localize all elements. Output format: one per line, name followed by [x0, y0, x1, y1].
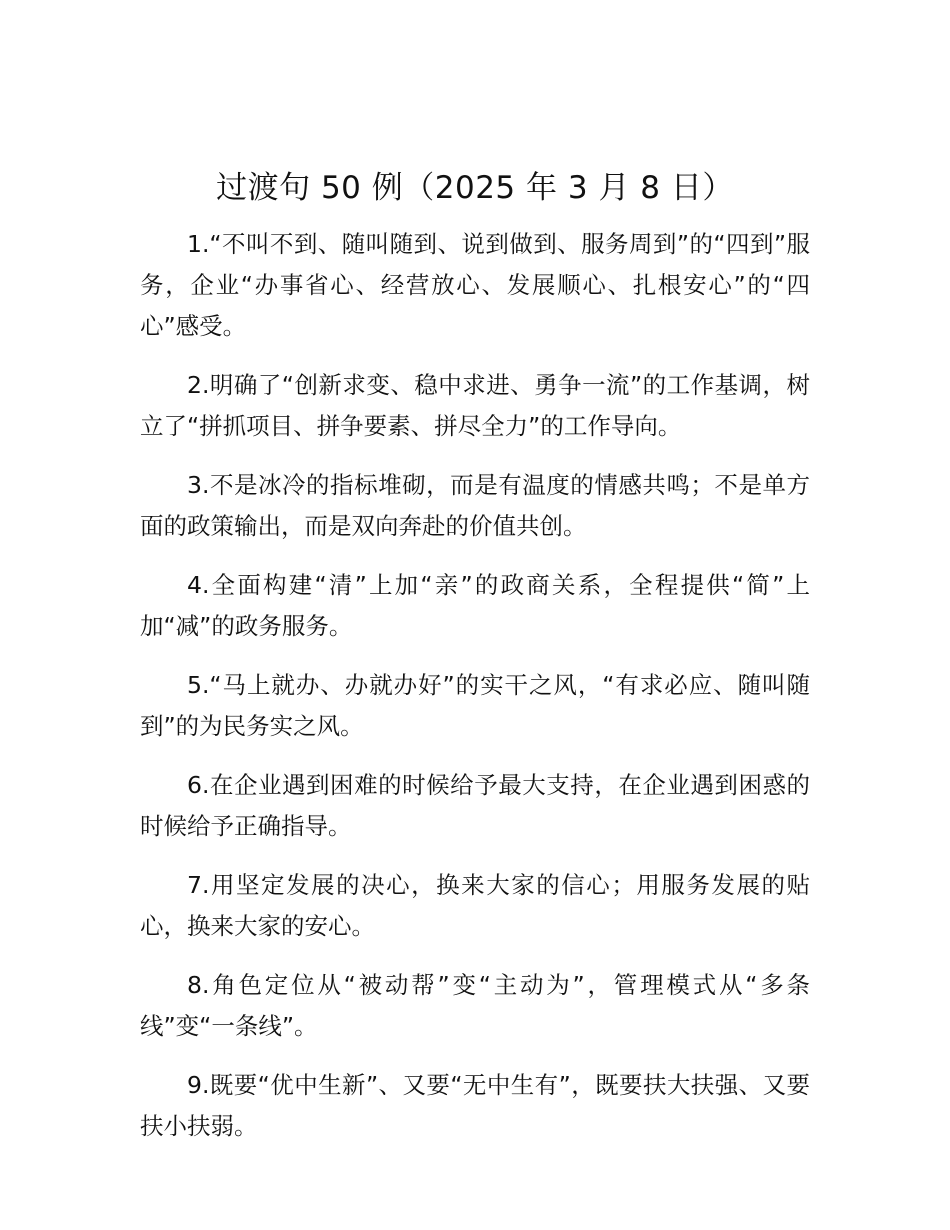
paragraph-7: 7.用坚定发展的决心，换来大家的信心；用服务发展的贴心，换来大家的安心。	[140, 871, 810, 940]
paragraph-4: 4.全面构建“清”上加“亲”的政商关系，全程提供“简”上加“减”的政务服务。	[140, 571, 810, 640]
paragraph-2: 2.明确了“创新求变、稳中求进、勇争一流”的工作基调，树立了“拼抓项目、拼争要素、拼尽全力”的工作导向。	[140, 371, 810, 440]
paragraph-5: 5.“马上就办、办就办好”的实干之风，“有求必应、随叫随到”的为民务实之风。	[140, 671, 810, 740]
paragraph-8: 8.角色定位从“被动帮”变“主动为”，管理模式从“多条线”变“一条线”。	[140, 971, 810, 1040]
paragraph-3: 3.不是冰冷的指标堆砌，而是有温度的情感共鸣；不是单方面的政策输出，而是双向奔赴的价值共创。	[140, 471, 810, 540]
document-body	[140, 224, 810, 1165]
paragraph-1: 1.“不叫不到、随叫随到、说到做到、服务周到”的“四到”服务，企业“办事省心、经营放心、发展顺心、扎根安心”的“四心”感受。	[140, 230, 810, 340]
document-title: 过渡句 50 例（2025 年 3 月 8 日）	[216, 170, 734, 206]
paragraph-6: 6.在企业遇到困难的时候给予最大支持，在企业遇到困惑的时候给予正确指导。	[140, 771, 810, 840]
paragraph-9: 9.既要“优中生新”、又要“无中生有”，既要扶大扶强、又要扶小扶弱。	[140, 1071, 810, 1140]
